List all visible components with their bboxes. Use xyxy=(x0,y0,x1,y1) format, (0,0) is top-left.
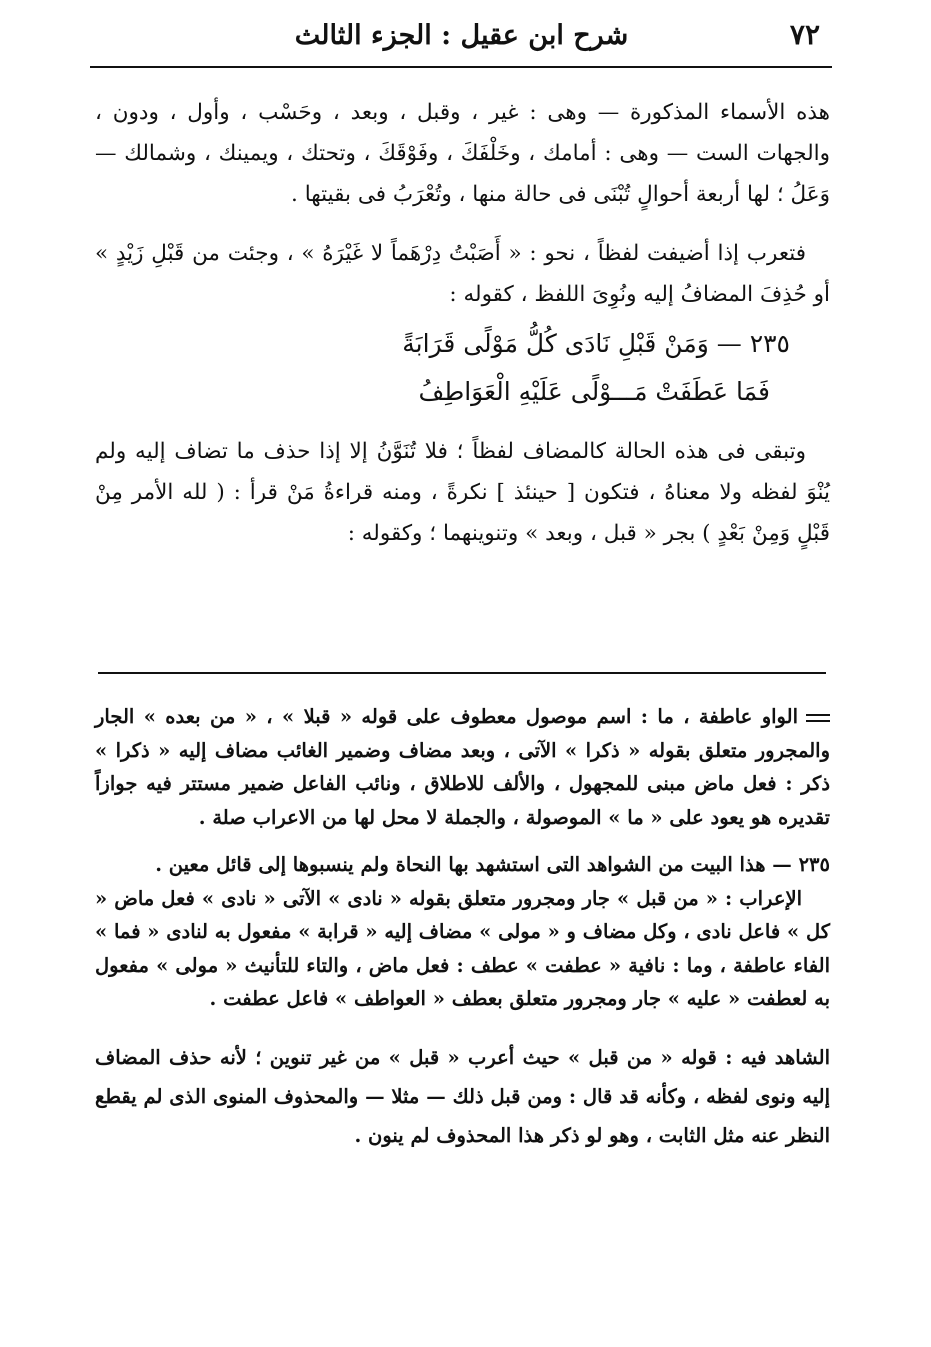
continuation-mark xyxy=(806,714,830,722)
footnote-235-shahid: الشاهد فيه : قوله « من قبل » حيث أعرب « قبل » من غير تنوين ؛ لأنه حذف المضاف إليه ونوى لفظه ، وكأنه قد قال : ومن قبل ذلك — مثلا — والمحذوف المنوى الذى لم يقطع النظر عنه مثل الثابت ، وهو لو ذكر هذا المحذوف لم ينون . xyxy=(95,1045,830,1147)
footnote-separator xyxy=(98,672,826,674)
main-text xyxy=(95,92,830,554)
verse-first-hemistich: ٢٣٥ — وَمَنْ قَبْلِ نَادَى كُلُّ مَوْلًى قَرَابَةً xyxy=(402,329,790,358)
footnote-continuation-text: الواو عاطفة ، ما : اسم موصول معطوف على قوله « قبلا » ، « من بعده » الجار والمجرور متعلق بقوله « ذكرا » الآتى ، وبعد مضاف وضمير الغائب مضاف إليه « ذكرا » ذكر : فعل ماض مبنى للمجهول ، والألف للاطلاق ، ونائب الفاعل ضمير مستتر فيه جوازاً تقديره هو يعود على « ما » الموصولة ، والجملة لا محل لها من الاعراب صلة . xyxy=(95,705,830,829)
footnotes xyxy=(95,700,830,1155)
running-title: شرح ابن عقيل : الجزء الثالث xyxy=(294,20,629,51)
body-paragraph-2: فتعرب إذا أضيفت لفظاً ، نحو : « أَصَبْتُ دِرْهَماً لا غَيْرَهُ » ، وجئت من قَبْلِ زَيْدٍ » أو حُذِفَ المضافُ إليه ونُوِىَ اللفظ ، كقوله : xyxy=(95,241,830,307)
verse-second-hemistich: فَمَا عَطَفَتْ مَـــوْلًى عَلَيْهِ الْعَوَاطِفُ xyxy=(418,377,770,406)
footnote-235-header: ٢٣٥ — هذا البيت من الشواهد التى استشهد بها النحاة ولم ينسبوها إلى قائل معين . xyxy=(155,853,830,876)
footnote-continuation xyxy=(95,700,830,834)
body-paragraph-1: هذه الأسماء المذكورة — وهى : غير ، وقبل ، وبعد ، وحَسْب ، وأول ، ودون ، والجهات الست — وهى : أمامك ، وخَلْفَكَ ، وفَوْقَكَ ، وتحتك ، ويمينك ، وشمالك — وَعَلُ ؛ لها أربعة أحوالٍ تُبْنَى فى حالة منها ، وتُعْرَبُ فى بقيتها . xyxy=(95,100,830,207)
header-rule xyxy=(90,66,832,68)
running-header xyxy=(95,14,828,60)
poetry-verse-235 xyxy=(95,323,830,419)
page-number: ٧٢ xyxy=(789,18,820,51)
body-paragraph-3: وتبقى فى هذه الحالة كالمضاف لفظاً ؛ فلا تُنَوَّنُ إلا إذا حذف ما تضاف إليه ولم يُنْوَ لفظه ولا معناهُ ، فتكون [ حينئذ ] نكرةً ، ومنه قراءةُ مَنْ قرأ : ( لله الأمر مِنْ قَبْلٍ وَمِنْ بَعْدٍ ) بجر « قبل ، وبعد » وتنوينهما ؛ وكقوله : xyxy=(95,439,830,546)
footnote-235-irab: الإعراب : « من قبل » جار ومجرور متعلق بقوله « نادى » الآتى « نادى » فعل ماض « كل » فاعل نادى ، وكل مضاف و « مولى » مضاف إليه « قرابة » مفعول به لنادى « فما » الفاء عاطفة ، وما : نافية « عطفت » عطف : فعل ماض ، والتاء للتأنيث « مولى » مفعول به لعطفت « عليه » جار ومجرور متعلق بعطف « العواطف » فاعل عطفت . xyxy=(95,886,830,1010)
